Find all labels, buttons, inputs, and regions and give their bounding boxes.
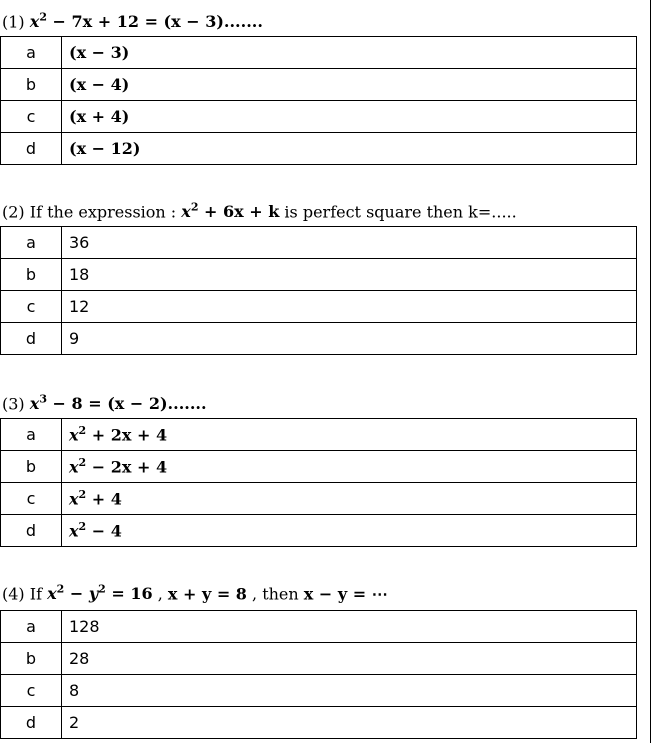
options-table bbox=[0, 226, 637, 355]
options-table bbox=[0, 36, 637, 165]
page-right-border bbox=[650, 0, 651, 743]
option-letter: d bbox=[1, 515, 62, 547]
option-letter: b bbox=[1, 69, 62, 101]
option-row[interactable] bbox=[1, 675, 637, 707]
option-value: $x^2 + 2x + 4$ bbox=[62, 419, 637, 451]
option-letter: c bbox=[1, 101, 62, 133]
option-row[interactable] bbox=[1, 37, 637, 69]
option-value: $x^2 - 4$ bbox=[62, 515, 637, 547]
question-1-expression: $x^2 - 7x + 12 = (x - 3)$....... bbox=[29, 11, 263, 32]
option-row[interactable] bbox=[1, 291, 637, 323]
option-letter: c bbox=[1, 483, 62, 515]
option-letter: b bbox=[1, 259, 62, 291]
option-value: 18 bbox=[62, 259, 637, 291]
option-value: $x^2 - 2x + 4$ bbox=[62, 451, 637, 483]
options-table bbox=[0, 610, 637, 739]
option-letter: a bbox=[1, 227, 62, 259]
option-row[interactable] bbox=[1, 707, 637, 739]
option-value: (x − 4) bbox=[62, 69, 637, 101]
option-row[interactable] bbox=[1, 451, 637, 483]
option-letter: c bbox=[1, 291, 62, 323]
option-letter: a bbox=[1, 611, 62, 643]
question-2-prompt: (2) If the expression : $x^2 + 6x + k$ is perfect square then k=..... bbox=[2, 201, 517, 222]
option-letter: d bbox=[1, 133, 62, 165]
option-row[interactable] bbox=[1, 419, 637, 451]
option-value: 12 bbox=[62, 291, 637, 323]
option-letter: c bbox=[1, 675, 62, 707]
option-value: 128 bbox=[62, 611, 637, 643]
option-row[interactable] bbox=[1, 611, 637, 643]
option-row[interactable] bbox=[1, 259, 637, 291]
option-row[interactable] bbox=[1, 643, 637, 675]
option-value: 9 bbox=[62, 323, 637, 355]
question-4-prompt: (4) If $x^2 - y^2 = 16$ , x + y = 8 , then x − y = ⋯ bbox=[2, 583, 388, 604]
option-letter: d bbox=[1, 323, 62, 355]
option-row[interactable] bbox=[1, 101, 637, 133]
question-1-prompt bbox=[2, 8, 263, 32]
option-value: 28 bbox=[62, 643, 637, 675]
option-value: (x − 3) bbox=[62, 37, 637, 69]
question-number: (1) bbox=[2, 12, 25, 32]
option-letter: b bbox=[1, 643, 62, 675]
options-table bbox=[0, 418, 637, 547]
option-row[interactable] bbox=[1, 69, 637, 101]
option-value: 8 bbox=[62, 675, 637, 707]
option-value: $x^2 + 4$ bbox=[62, 483, 637, 515]
option-row[interactable] bbox=[1, 483, 637, 515]
option-letter: b bbox=[1, 451, 62, 483]
option-value: 2 bbox=[62, 707, 637, 739]
option-row[interactable] bbox=[1, 133, 637, 165]
option-row[interactable] bbox=[1, 323, 637, 355]
option-row[interactable] bbox=[1, 227, 637, 259]
option-row[interactable] bbox=[1, 515, 637, 547]
option-value: (x + 4) bbox=[62, 101, 637, 133]
option-letter: d bbox=[1, 707, 62, 739]
option-letter: a bbox=[1, 37, 62, 69]
option-value: 36 bbox=[62, 227, 637, 259]
option-letter: a bbox=[1, 419, 62, 451]
question-3-prompt: (3) $x^3 - 8 = (x - 2)$....... bbox=[2, 393, 207, 414]
option-value: (x − 12) bbox=[62, 133, 637, 165]
